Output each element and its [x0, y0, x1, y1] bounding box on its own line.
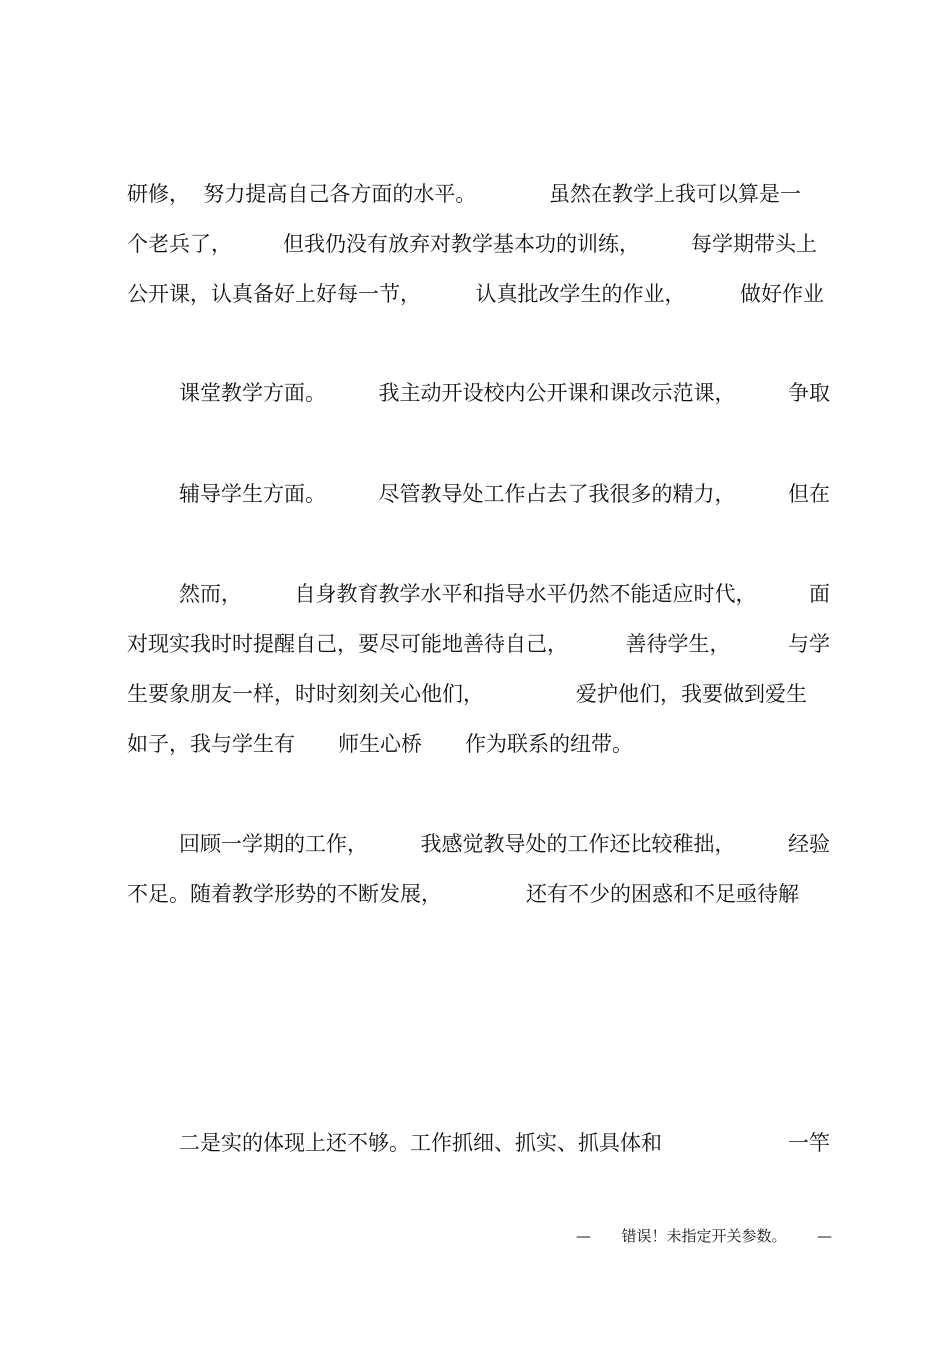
- text-segment: 善待学生，: [625, 632, 731, 656]
- text-segment: 不足。随着教学形势的不断发展，: [127, 882, 442, 906]
- text-segment: 一竿: [788, 1131, 830, 1155]
- text-segment: 做好作业: [740, 282, 824, 306]
- section-heading: [179, 777, 830, 811]
- text-line: [127, 327, 830, 361]
- text-segment: 认真批改学生的作业，: [475, 282, 686, 306]
- text-segment: 辅导学生方面。: [179, 482, 326, 506]
- text-segment: 与学: [788, 632, 830, 656]
- page-footer: [576, 1224, 832, 1248]
- text-segment: 但我仍没有放弃对教学基本功的训练，: [283, 232, 640, 256]
- text-segment: 然而，: [179, 582, 242, 606]
- text-segment: 每学期带头上: [691, 232, 817, 256]
- text-line: [179, 827, 830, 861]
- footer-error-text: 错误！未指定开关参数。: [621, 1227, 787, 1245]
- text-line: [127, 426, 830, 460]
- text-segment: 还有不少的困惑和不足亟待解: [526, 882, 799, 906]
- text-segment: 我感觉教导处的工作还比较稚拙，: [420, 832, 736, 856]
- text-segment: 爱护他们，我要做到爱生: [576, 682, 807, 706]
- footer-dash-left: —: [576, 1227, 591, 1245]
- text-segment: 对现实我时时提醒自己，要尽可能地善待自己，: [127, 632, 568, 656]
- text-segment: 回顾一学期的工作，: [179, 832, 368, 856]
- text-line: [127, 527, 830, 561]
- text-segment: 但在: [788, 482, 830, 506]
- text-segment: 尽管教导处工作占去了我很多的精力，: [378, 482, 736, 506]
- text-segment: 我主动开设校内公开课和课改示范课，: [378, 381, 736, 405]
- text-segment: 虽然在教学上我可以算是一: [549, 182, 801, 206]
- text-line: [127, 877, 799, 911]
- text-segment: 自身教育教学水平和指导水平仍然不能适应时代，: [294, 582, 757, 606]
- text-segment: 研修， 努力提高自己各方面的水平。: [127, 182, 477, 206]
- text-segment: 如子，我与学生有: [127, 732, 295, 756]
- text-line: [179, 977, 830, 1011]
- text-line: [127, 677, 807, 711]
- text-segment: 师生心桥: [338, 732, 422, 756]
- text-segment: 个老兵了，: [127, 232, 232, 256]
- text-segment: 面: [809, 582, 830, 606]
- text-segment: 公开课，认真备好上好每一节，: [127, 282, 421, 306]
- text-segment: 经验: [788, 832, 830, 856]
- text-line: [127, 927, 830, 961]
- text-line: [179, 577, 830, 611]
- text-segment: 二是实的体现上还不够。工作抓细、抓实、抓具体和: [179, 1131, 662, 1155]
- text-line: [127, 177, 801, 211]
- footer-dash-right: —: [816, 1227, 832, 1245]
- text-segment: 作为联系的纽带。: [465, 732, 633, 756]
- text-line: [127, 227, 817, 261]
- text-segment: 争取: [788, 381, 830, 405]
- text-line: [179, 376, 830, 410]
- text-line: [127, 1027, 830, 1061]
- text-segment: 生要象朋友一样，时时刻刻关心他们，: [127, 682, 484, 706]
- text-line: [127, 727, 633, 761]
- text-line: [127, 1077, 830, 1111]
- text-line: [179, 1126, 830, 1160]
- text-segment: 课堂教学方面。: [179, 381, 326, 405]
- text-line: [179, 477, 830, 511]
- text-line: [127, 627, 830, 661]
- text-line: [127, 277, 824, 311]
